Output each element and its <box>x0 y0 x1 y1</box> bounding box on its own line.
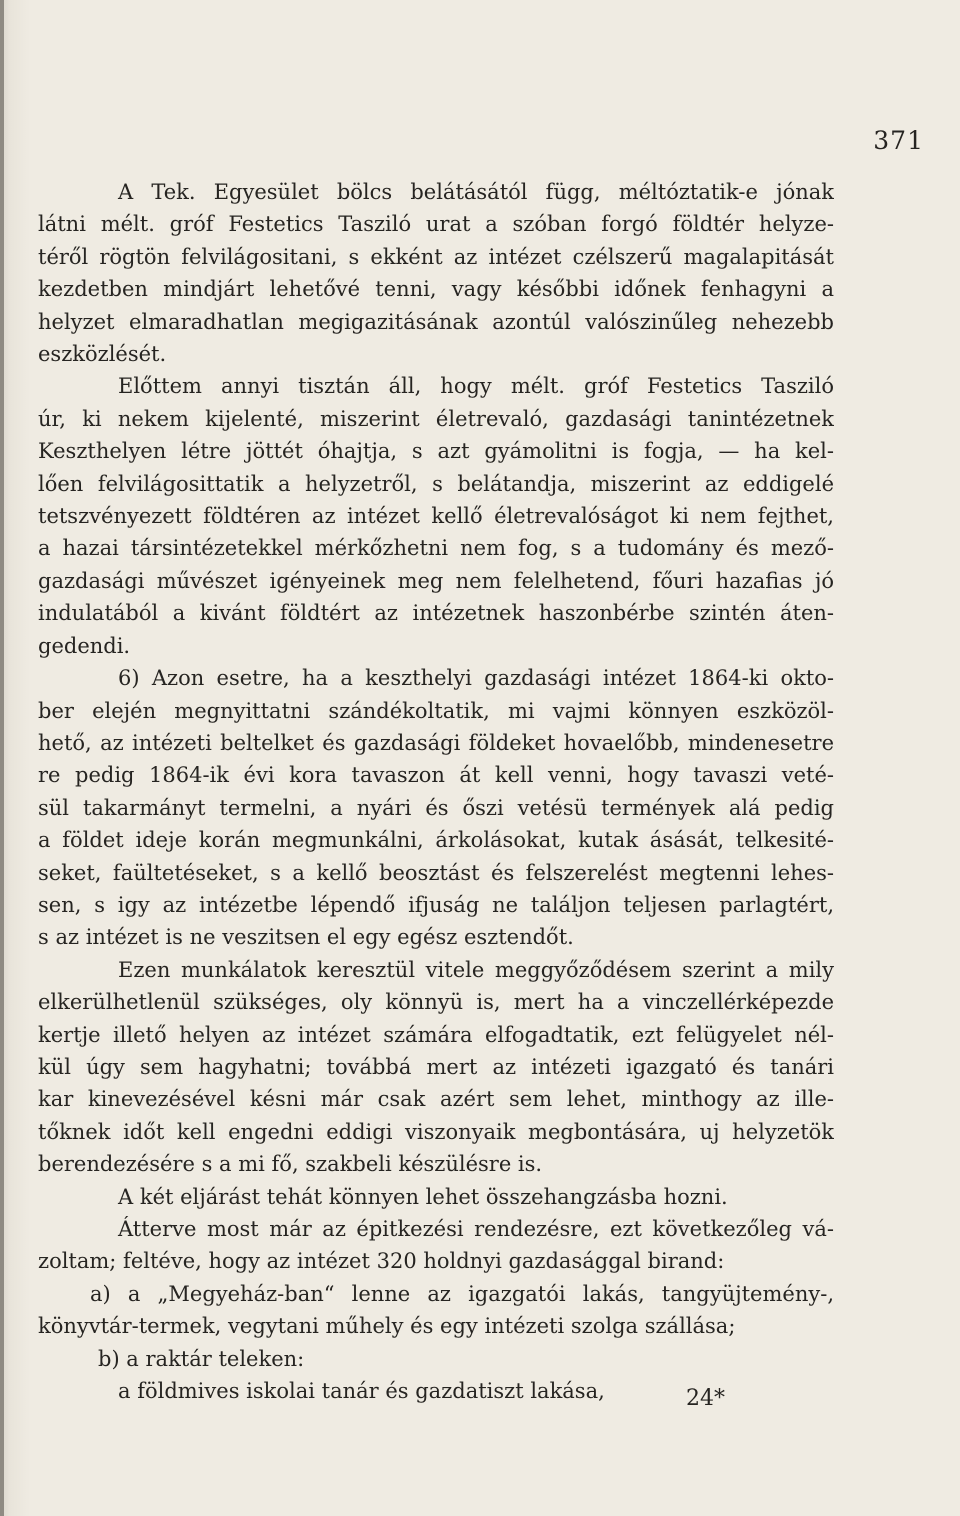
text-line: lően felvilágosittatik a helyzetről, s belátandja, miszerint az eddigelé <box>38 471 834 496</box>
text-line: gazdasági művészet igényeinek meg nem felelhetend, főuri hazafias jó <box>38 568 834 593</box>
text-line: berendezésére s a mi fő, szakbeli készülésre is. <box>38 1152 543 1177</box>
text-line: a) a „Megyeház-ban“ lenne az igazgatói lakás, tangyüjtemény-, <box>90 1281 834 1306</box>
signature-mark: 24* <box>686 1386 725 1411</box>
text-line: kar kinevezésével késni már csak azért sem lehet, minthogy az ille- <box>38 1087 834 1112</box>
text-line: a hazai társintézetekkel mérkőzhetni nem fog, s a tudomány és mező- <box>38 536 834 561</box>
text-line: eszközlését. <box>38 342 167 367</box>
text-line: gedendi. <box>38 633 131 658</box>
text-line: Keszthelyen létre jöttét óhajtja, s azt gyámolitni is fogja, — ha kel- <box>38 439 834 464</box>
text-line: kezdetben mindjárt lehetővé tenni, vagy későbbi időnek fenhagyni a <box>38 277 834 302</box>
text-line: kül úgy sem hagyhatni; továbbá mert az intézeti igazgató és tanári <box>38 1054 834 1079</box>
text-line: A Tek. Egyesület bölcs belátásától függ, méltóztatik-e jónak <box>118 180 834 204</box>
text-line: elkerülhetlenül szükséges, oly könnyü is, mert ha a vinczellérképezde <box>38 990 834 1015</box>
text-line: helyzet elmaradhatlan megigazitásának azontúl valószinűleg nehezebb <box>38 309 834 334</box>
text-line: könyvtár-termek, vegytani műhely és egy intézeti szolga szállása; <box>38 1314 736 1339</box>
list-item-a <box>38 1278 834 1343</box>
paragraph-2 <box>38 370 834 662</box>
text-line: s az intézet is ne veszitsen el egy egész esztendőt. <box>38 925 574 950</box>
text-line: Átterve most már az épitkezési rendezésre, ezt következőleg vá- <box>118 1217 834 1241</box>
text-line: indulatából a kivánt földtért az intézetnek haszonbérbe szintén áten- <box>38 601 834 626</box>
text-line: 6) Azon esetre, ha a keszthelyi gazdasági intézet 1864-ki okto- <box>118 666 834 691</box>
text-line: tetszvényezett földtéren az intézet kellő életrevalóságot ki nem fejthet, <box>38 504 834 529</box>
text-line: sen, s igy az intézetbe lépendő ifjuság ne találjon teljesen parlagtért, <box>38 892 834 917</box>
text-line: hető, az intézeti beltelket és gazdasági földeket hovaelőbb, mindenesetre <box>38 730 834 755</box>
text-line: zoltam; feltéve, hogy az intézet 320 holdnyi gazdasággal birand: <box>38 1249 725 1274</box>
text-line: úr, ki nekem kijelenté, miszerint életrevaló, gazdasági tanintézetnek <box>38 406 834 431</box>
text-line: a földet ideje korán megmunkálni, árkolásokat, kutak ásását, telkesité- <box>38 828 834 853</box>
text-line: ber elején megnyittatni szándékoltatik, mi vajmi könnyen eszközöl- <box>38 698 834 723</box>
page-body <box>38 176 834 1407</box>
text-line: kertje illető helyen az intézet számára elfogadtatik, ezt felügyelet nél- <box>38 1022 834 1047</box>
paragraph-6 <box>38 1213 834 1278</box>
book-spine-edge <box>0 0 4 1516</box>
paragraph-1 <box>38 176 834 370</box>
page-number: 371 <box>873 126 924 155</box>
text-line: a földmives iskolai tanár és gazdatiszt lakása, <box>118 1379 605 1404</box>
text-line: seket, faültetéseket, s a kellő beosztást és felszerelést megtenni lehes- <box>38 860 834 885</box>
text-line: látni mélt. gróf Festetics Tasziló urat a szóban forgó földtér helyze- <box>38 212 834 237</box>
paragraph-3 <box>38 662 834 954</box>
text-line: sül takarmányt termelni, a nyári és őszi vetésü termények alá pedig <box>38 795 834 820</box>
text-line: b) a raktár teleken: <box>98 1346 305 1371</box>
text-line: tőknek időt kell engedni eddigi viszonyaik megbontására, uj helyzetök <box>38 1119 834 1144</box>
text-line: téről rögtön felvilágositani, s ekként az intézet czélszerű magalapitását <box>38 244 834 269</box>
text-line: re pedig 1864-ik évi kora tavaszon át kell venni, hogy tavaszi veté- <box>38 763 834 788</box>
paragraph-5 <box>38 1181 834 1213</box>
text-line: Előttem annyi tisztán áll, hogy mélt. gróf Festetics Tasziló <box>118 374 834 399</box>
text-line: A két eljárást tehát könnyen lehet összehangzásba hozni. <box>118 1184 728 1209</box>
text-line: Ezen munkálatok keresztül vitele meggyőződésem szerint a mily <box>118 957 834 982</box>
paragraph-4 <box>38 954 834 1181</box>
